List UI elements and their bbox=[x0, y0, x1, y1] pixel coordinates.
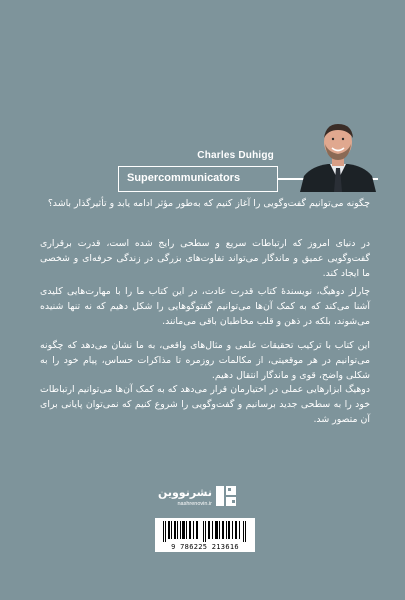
publisher-name: نشرنووین bbox=[157, 486, 212, 499]
paragraph-3: چارلز دوهیگ، نویسندهٔ کتاب قدرت عادت، در این کتاب ما را با مهارت‌هایی کلیدی آشنا می‌کند که به کمک آن‌ها می‌توانیم گفتوگوهایی را شکل دهیم که نه تنها شنیده می‌شوند، بلکه در ذهن و قلب مخاطبان باقی می‌مانند. bbox=[40, 286, 370, 327]
book-title: Supercommunicators bbox=[127, 172, 241, 184]
isbn-number: 9 786225 213616 bbox=[171, 543, 239, 551]
barcode bbox=[155, 518, 255, 552]
paragraph-1: چگونه می‌توانیم گفت‌وگویی را آغاز کنیم که به‌طور مؤثر ادامه یابد و تأثیرگذار باشد؟ bbox=[47, 198, 370, 209]
title-box bbox=[118, 166, 278, 192]
publisher-url: nashrenovin.ir bbox=[177, 501, 212, 507]
paragraph-4: این کتاب با ترکیب تحقیقات علمی و مثال‌های واقعی، به ما نشان می‌دهد که چگونه می‌توانیم در هر موقعیتی، از مکالمات روزمره تا مذاکرات حساس، پیام خود را به شکلی واضح، قوی و ماندگار انتقال دهیم. bbox=[40, 340, 370, 381]
author-name: Charles Duhigg bbox=[197, 150, 274, 161]
publisher-logo-icon bbox=[214, 484, 238, 508]
paragraph-5: دوهیگ ابزارهایی عملی در اختیارمان قرار می‌دهد که به کمک آن‌ها می‌توانیم ارتباطات خود را به سطحی جدید برسانیم و گفت‌وگویی را شروع کنیم که نمی‌توان پایانی برای آن متصور شد. bbox=[40, 384, 370, 425]
barcode-bars bbox=[155, 518, 255, 544]
paragraph-2: در دنیای امروز که ارتباطات سریع و سطحی رایج شده است، قدرت برقراری گفت‌وگویی عمیق و ماندگار می‌تواند تفاوت‌های بزرگی در زندگی حرفه‌ای و شخصی ما ایجاد کند. bbox=[40, 238, 370, 279]
author-photo bbox=[294, 120, 382, 192]
publisher-block bbox=[150, 480, 260, 510]
